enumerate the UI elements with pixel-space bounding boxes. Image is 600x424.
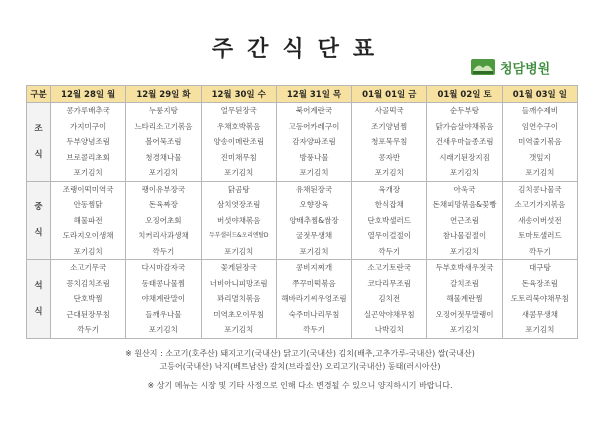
menu-item: 아욱국 — [453, 184, 476, 194]
menu-cell — [352, 181, 427, 260]
meal-row — [27, 181, 578, 260]
menu-item: 포기김치 — [299, 246, 329, 256]
menu-item: 청경채나물 — [145, 152, 182, 162]
menu-cell — [427, 103, 502, 182]
menu-cell — [502, 260, 577, 339]
menu-item: 다시마감자국 — [141, 263, 186, 272]
menu-item: 깍두기 — [378, 246, 401, 256]
menu-item: 두부호박새우젓국 — [435, 263, 494, 272]
menu-cell — [51, 260, 126, 339]
menu-item: 건새우마늘종조림 — [435, 137, 494, 146]
menu-item: 조랭이떡미역국 — [62, 184, 114, 194]
menu-item: 대구탕 — [528, 263, 551, 272]
menu-item: 토마토샐러드 — [518, 231, 562, 240]
menu-item: 콩자반 — [378, 152, 401, 162]
menu-item: 닭곰탕 — [227, 184, 250, 194]
menu-item: 포기김치 — [525, 168, 555, 177]
menu-item: 소고기토란국 — [367, 263, 411, 272]
menu-item: 너비아니피망조림 — [209, 278, 268, 288]
menu-item: 동태콩나물찜 — [141, 278, 186, 288]
menu-cell — [126, 103, 201, 182]
menu-item: 청포묵무침 — [371, 137, 408, 146]
menu-cell — [276, 260, 351, 339]
menu-item: 꽈리멸치볶음 — [216, 294, 261, 303]
hospital-logo — [470, 56, 550, 78]
menu-item: 야채계란말이 — [141, 294, 186, 303]
menu-item: 숙주미나리무침 — [288, 309, 340, 319]
menu-item: 버섯야채볶음 — [216, 215, 261, 225]
menu-item: 포기김치 — [148, 325, 178, 334]
header-day: 01월 02일 토 — [427, 86, 502, 103]
menu-item: 해물파전 — [73, 215, 103, 225]
menu-cell — [201, 103, 276, 182]
menu-item: 포기김치 — [374, 168, 404, 177]
menu-item: 갈치조림 — [450, 278, 480, 288]
menu-item: 깍두기 — [528, 246, 551, 256]
menu-item: 꽃게된장국 — [220, 263, 257, 272]
meal-label-char: 중 — [34, 202, 43, 213]
menu-item: 포기김치 — [73, 246, 103, 256]
menu-item: 육개장 — [378, 184, 401, 194]
header-day: 01월 03일 일 — [502, 86, 577, 103]
meal-label — [27, 260, 51, 339]
header-day: 12월 31일 목 — [276, 86, 351, 103]
menu-item: 새송이버섯전 — [518, 215, 562, 225]
disclaimer-note: ※ 상기 메뉴는 시장 및 기타 사정으로 인해 다소 변경될 수 있으니 양지하시기 바랍니다. — [147, 381, 453, 390]
menu-item: 참나물겉절이 — [442, 231, 487, 240]
menu-cell — [352, 260, 427, 339]
menu-item: 쭈꾸미떡볶음 — [292, 278, 336, 288]
menu-item: 포기김치 — [525, 325, 555, 334]
menu-item: 가지미구이 — [70, 121, 107, 131]
menu-item: 소고기무국 — [70, 263, 107, 272]
menu-item: 볼어묵조림 — [145, 137, 182, 146]
menu-cell — [427, 260, 502, 339]
menu-cell — [51, 103, 126, 182]
header-day: 12월 28일 월 — [51, 86, 126, 103]
menu-item: 포기김치 — [450, 325, 480, 334]
menu-item: 근대된장무침 — [66, 309, 110, 319]
header-day: 12월 30일 수 — [201, 86, 276, 103]
menu-item: 미역초오이무침 — [213, 309, 265, 319]
hospital-logo-text: 청담병원 — [500, 61, 551, 77]
menu-item: 도라지오이생채 — [62, 231, 114, 240]
menu-item: 순두부탕 — [450, 106, 480, 115]
menu-item: 삼치엿장조림 — [216, 200, 261, 209]
menu-item: 콩비지찌개 — [295, 263, 333, 272]
menu-cell — [276, 103, 351, 182]
menu-item: 해바라기씨우엉조림 — [281, 294, 347, 303]
menu-item: 실곤약야채무침 — [363, 309, 415, 319]
meal-label-char: 조 — [34, 123, 43, 134]
meal-row — [27, 260, 578, 339]
menu-item: 감자양파조림 — [292, 137, 336, 146]
menu-item: 시래기된장지짐 — [439, 152, 490, 162]
menu-item: 깍두기 — [303, 325, 325, 334]
menu-item: 오징어초회 — [145, 215, 182, 225]
menu-item: 돈육장조림 — [521, 278, 558, 288]
menu-item: 한식잡채 — [374, 200, 404, 209]
menu-item: 김치전 — [378, 294, 401, 303]
menu-item: 사골떡국 — [374, 106, 404, 115]
menu-cell — [51, 181, 126, 260]
menu-cell — [126, 181, 201, 260]
menu-item: 단호박찜 — [73, 294, 103, 303]
menu-item: 고등어카레구이 — [288, 121, 340, 131]
menu-item: 들깨수제비 — [521, 106, 558, 115]
menu-cell — [352, 103, 427, 182]
menu-item: 진미채무침 — [220, 152, 257, 162]
menu-item: 브로콜리초회 — [66, 152, 110, 162]
menu-item: 콩가루배추국 — [66, 106, 110, 115]
menu-item: 단호박샐러드 — [367, 215, 411, 225]
menu-item: 포기김치 — [224, 246, 254, 256]
menu-item: 두부양념조림 — [66, 137, 110, 146]
menu-item: 북어계란국 — [295, 106, 333, 115]
meal-label-char: 석 — [34, 280, 43, 291]
header-category: 구분 — [27, 86, 51, 103]
origin-note-line2: 고등어(국내산) 낙지(베트남산) 갈치(브라질산) 오리고기(국내산) 동태(러시아산) — [159, 362, 441, 371]
menu-item: 포기김치 — [73, 168, 103, 177]
weekly-menu-table — [26, 85, 578, 339]
menu-item: 조기양념찜 — [371, 121, 408, 131]
menu-item: 꽁치김치조림 — [66, 278, 110, 288]
menu-item: 연근조림 — [450, 215, 480, 225]
menu-item: 양배추찜&쌈장 — [289, 215, 339, 225]
menu-item: 포기김치 — [224, 168, 254, 177]
menu-cell — [276, 181, 351, 260]
menu-item: 들깨우나물 — [145, 309, 182, 319]
meal-label — [27, 181, 51, 260]
menu-item: 깍두기 — [77, 325, 100, 334]
menu-cell — [201, 260, 276, 339]
menu-item: 방풍나물 — [299, 152, 329, 162]
menu-cell — [502, 181, 577, 260]
menu-item: 오징어젓무말랭이 — [435, 309, 494, 319]
menu-item: 두부샐러드&오리엔탈D — [209, 232, 269, 239]
origin-note-line1: ※ 원산지 : 소고기(호주산) 돼지고기(국내산) 닭고기(국내산) 김치(배추,고추가루-국내산) 쌀(국내산) — [125, 349, 475, 358]
menu-cell — [427, 181, 502, 260]
menu-item: 새콤무생채 — [521, 309, 558, 319]
menu-item: 포기김치 — [450, 168, 480, 177]
menu-item: 포기김치 — [299, 168, 329, 177]
menu-item: 도토리묵야채무침 — [510, 294, 569, 303]
menu-item: 유채된장국 — [295, 184, 333, 194]
menu-item: 김치콩나물국 — [518, 184, 562, 194]
menu-item: 양송이메란조림 — [213, 137, 265, 146]
menu-item: 닭가슴살야채볶음 — [435, 121, 494, 131]
menu-item: 팽이유부장국 — [141, 184, 186, 194]
header-day: 01월 01일 금 — [352, 86, 427, 103]
menu-item: 우채호박볶음 — [216, 121, 261, 131]
menu-item: 포기김치 — [224, 325, 254, 334]
menu-item: 누룽지탕 — [148, 106, 178, 115]
menu-cell — [126, 260, 201, 339]
menu-item: 포기김치 — [148, 168, 178, 177]
menu-item: 안동찜닭 — [73, 200, 103, 209]
menu-item: 코다리무조림 — [367, 278, 411, 288]
menu-item: 치커리사과생채 — [138, 231, 189, 240]
menu-item: 깍두기 — [152, 246, 175, 256]
meal-label-char: 식 — [34, 149, 43, 160]
hospital-logo-icon — [470, 58, 496, 76]
menu-item: 돈육짜장 — [148, 200, 178, 209]
header-row — [27, 86, 578, 103]
page-title: 주간식단표 — [211, 37, 389, 62]
menu-cell — [201, 181, 276, 260]
meal-label — [27, 103, 51, 182]
menu-item: 느타리소고기볶음 — [134, 121, 193, 131]
menu-cell — [502, 103, 577, 182]
meal-label-char: 식 — [34, 228, 43, 239]
menu-item: 열무이걸절이 — [367, 231, 411, 240]
menu-item: 굴젓무생채 — [295, 231, 333, 240]
header-day: 12월 29일 화 — [126, 86, 201, 103]
menu-item: 나박김치 — [374, 325, 404, 334]
menu-item: 소고기가지볶음 — [514, 200, 566, 209]
menu-item: 포기김치 — [450, 246, 480, 256]
menu-item: 임연수구이 — [521, 121, 558, 131]
menu-item: 얼무된장국 — [220, 106, 257, 115]
menu-item: 오향장육 — [299, 200, 329, 209]
meal-label-char: 식 — [34, 306, 43, 317]
meal-row — [27, 103, 578, 182]
menu-item: 미역줄기볶음 — [518, 137, 562, 146]
menu-item: 해물계란찜 — [446, 294, 483, 303]
menu-item: 돈채피망볶음&꽃빵 — [432, 200, 497, 209]
menu-item: 갯잎지 — [528, 152, 551, 162]
